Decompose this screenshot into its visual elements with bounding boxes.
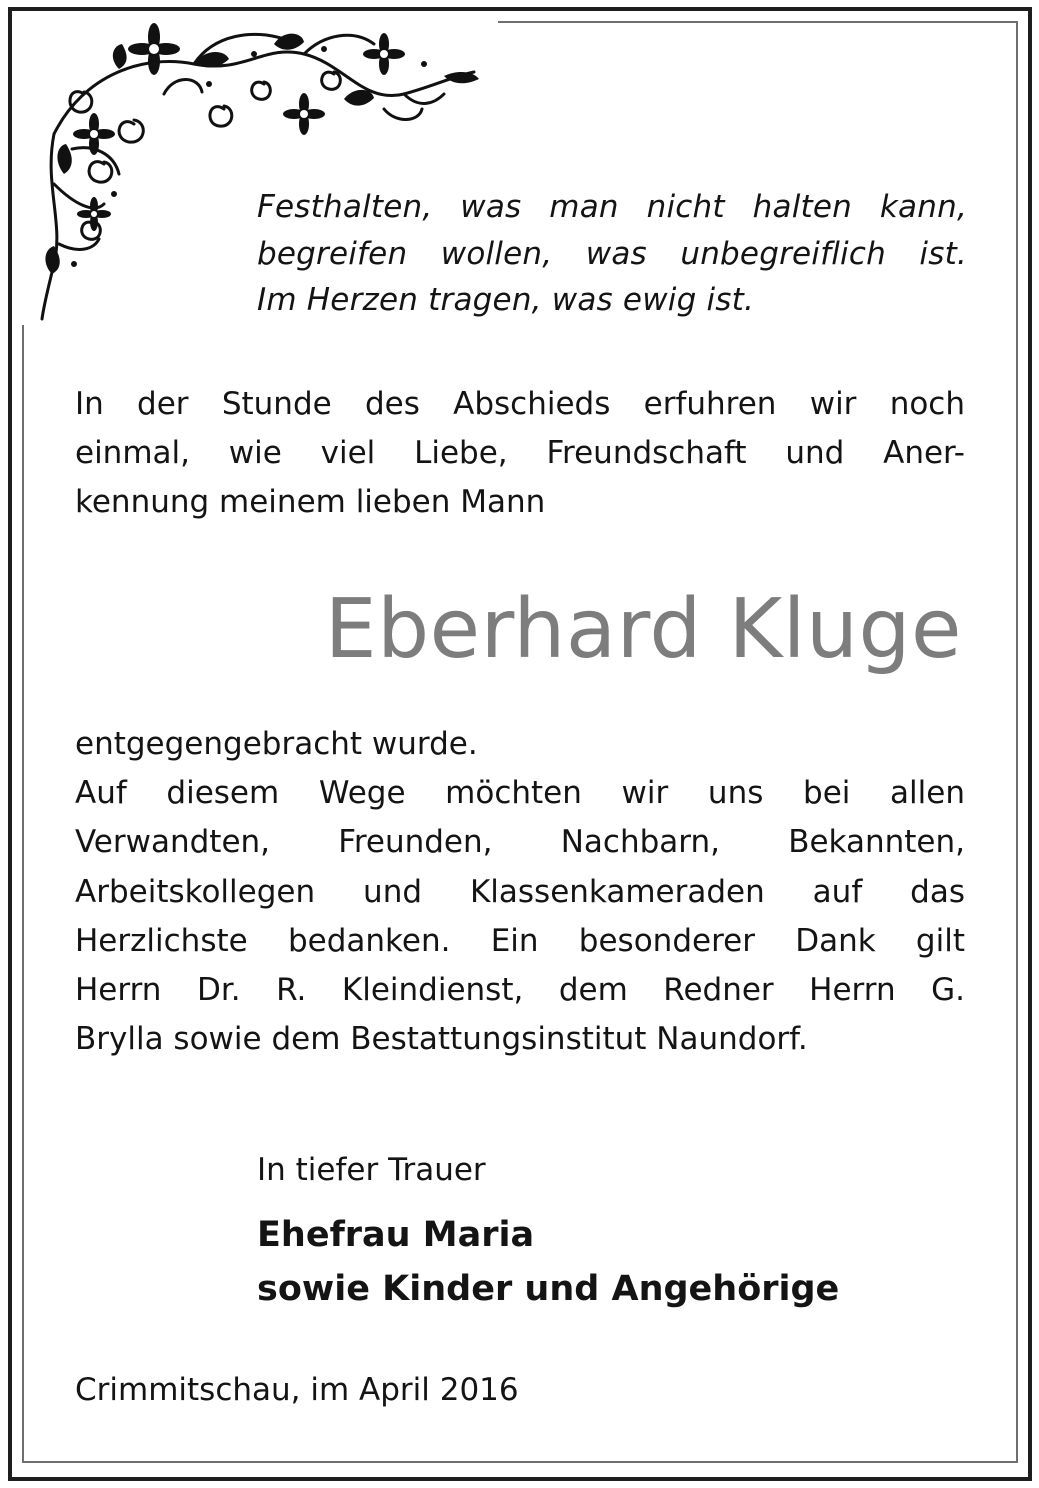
poem-line: Im Herzen tragen, was ewig ist. xyxy=(257,282,755,318)
text-line: Verwandten, Freunden, Nachbarn, Bekannten, xyxy=(75,824,965,861)
place-date: Crimmitschau, im April 2016 xyxy=(75,1372,519,1408)
family-signature xyxy=(257,1208,839,1316)
text-line: Auf diesem Wege möchten wir uns bei allen xyxy=(75,775,965,812)
text-line: einmal, wie viel Liebe, Freundschaft und Aner- xyxy=(75,435,965,472)
text-line: Herrn Dr. R. Kleindienst, dem Redner Herrn G. xyxy=(75,972,965,1009)
text-line: In der Stunde des Abschieds erfuhren wir noch xyxy=(75,386,965,422)
family-line: sowie Kinder und Angehörige xyxy=(257,1269,840,1309)
text-line: Brylla sowie dem Bestattungsinstitut Naundorf. xyxy=(75,1021,808,1058)
text-line: kennung meinem lieben Mann xyxy=(75,484,546,521)
text-line: Herzlichste bedanken. Ein besonderer Dank gilt xyxy=(75,922,965,959)
intro-paragraph xyxy=(75,380,965,528)
poem-line: begreifen wollen, was unbegreiflich ist. xyxy=(257,235,967,272)
poem-verse xyxy=(257,184,967,324)
poem-line: Festhalten, was man nicht halten kann, xyxy=(257,189,967,225)
text-line: entgegengebracht wurde. xyxy=(75,726,478,762)
deceased-name: Eberhard Kluge xyxy=(324,582,962,677)
family-line: Ehefrau Maria xyxy=(257,1215,535,1255)
thanks-paragraph xyxy=(75,720,965,1064)
text-line: Arbeitskollegen und Klassenkameraden auf das xyxy=(75,873,965,910)
mourning-phrase: In tiefer Trauer xyxy=(257,1152,486,1188)
